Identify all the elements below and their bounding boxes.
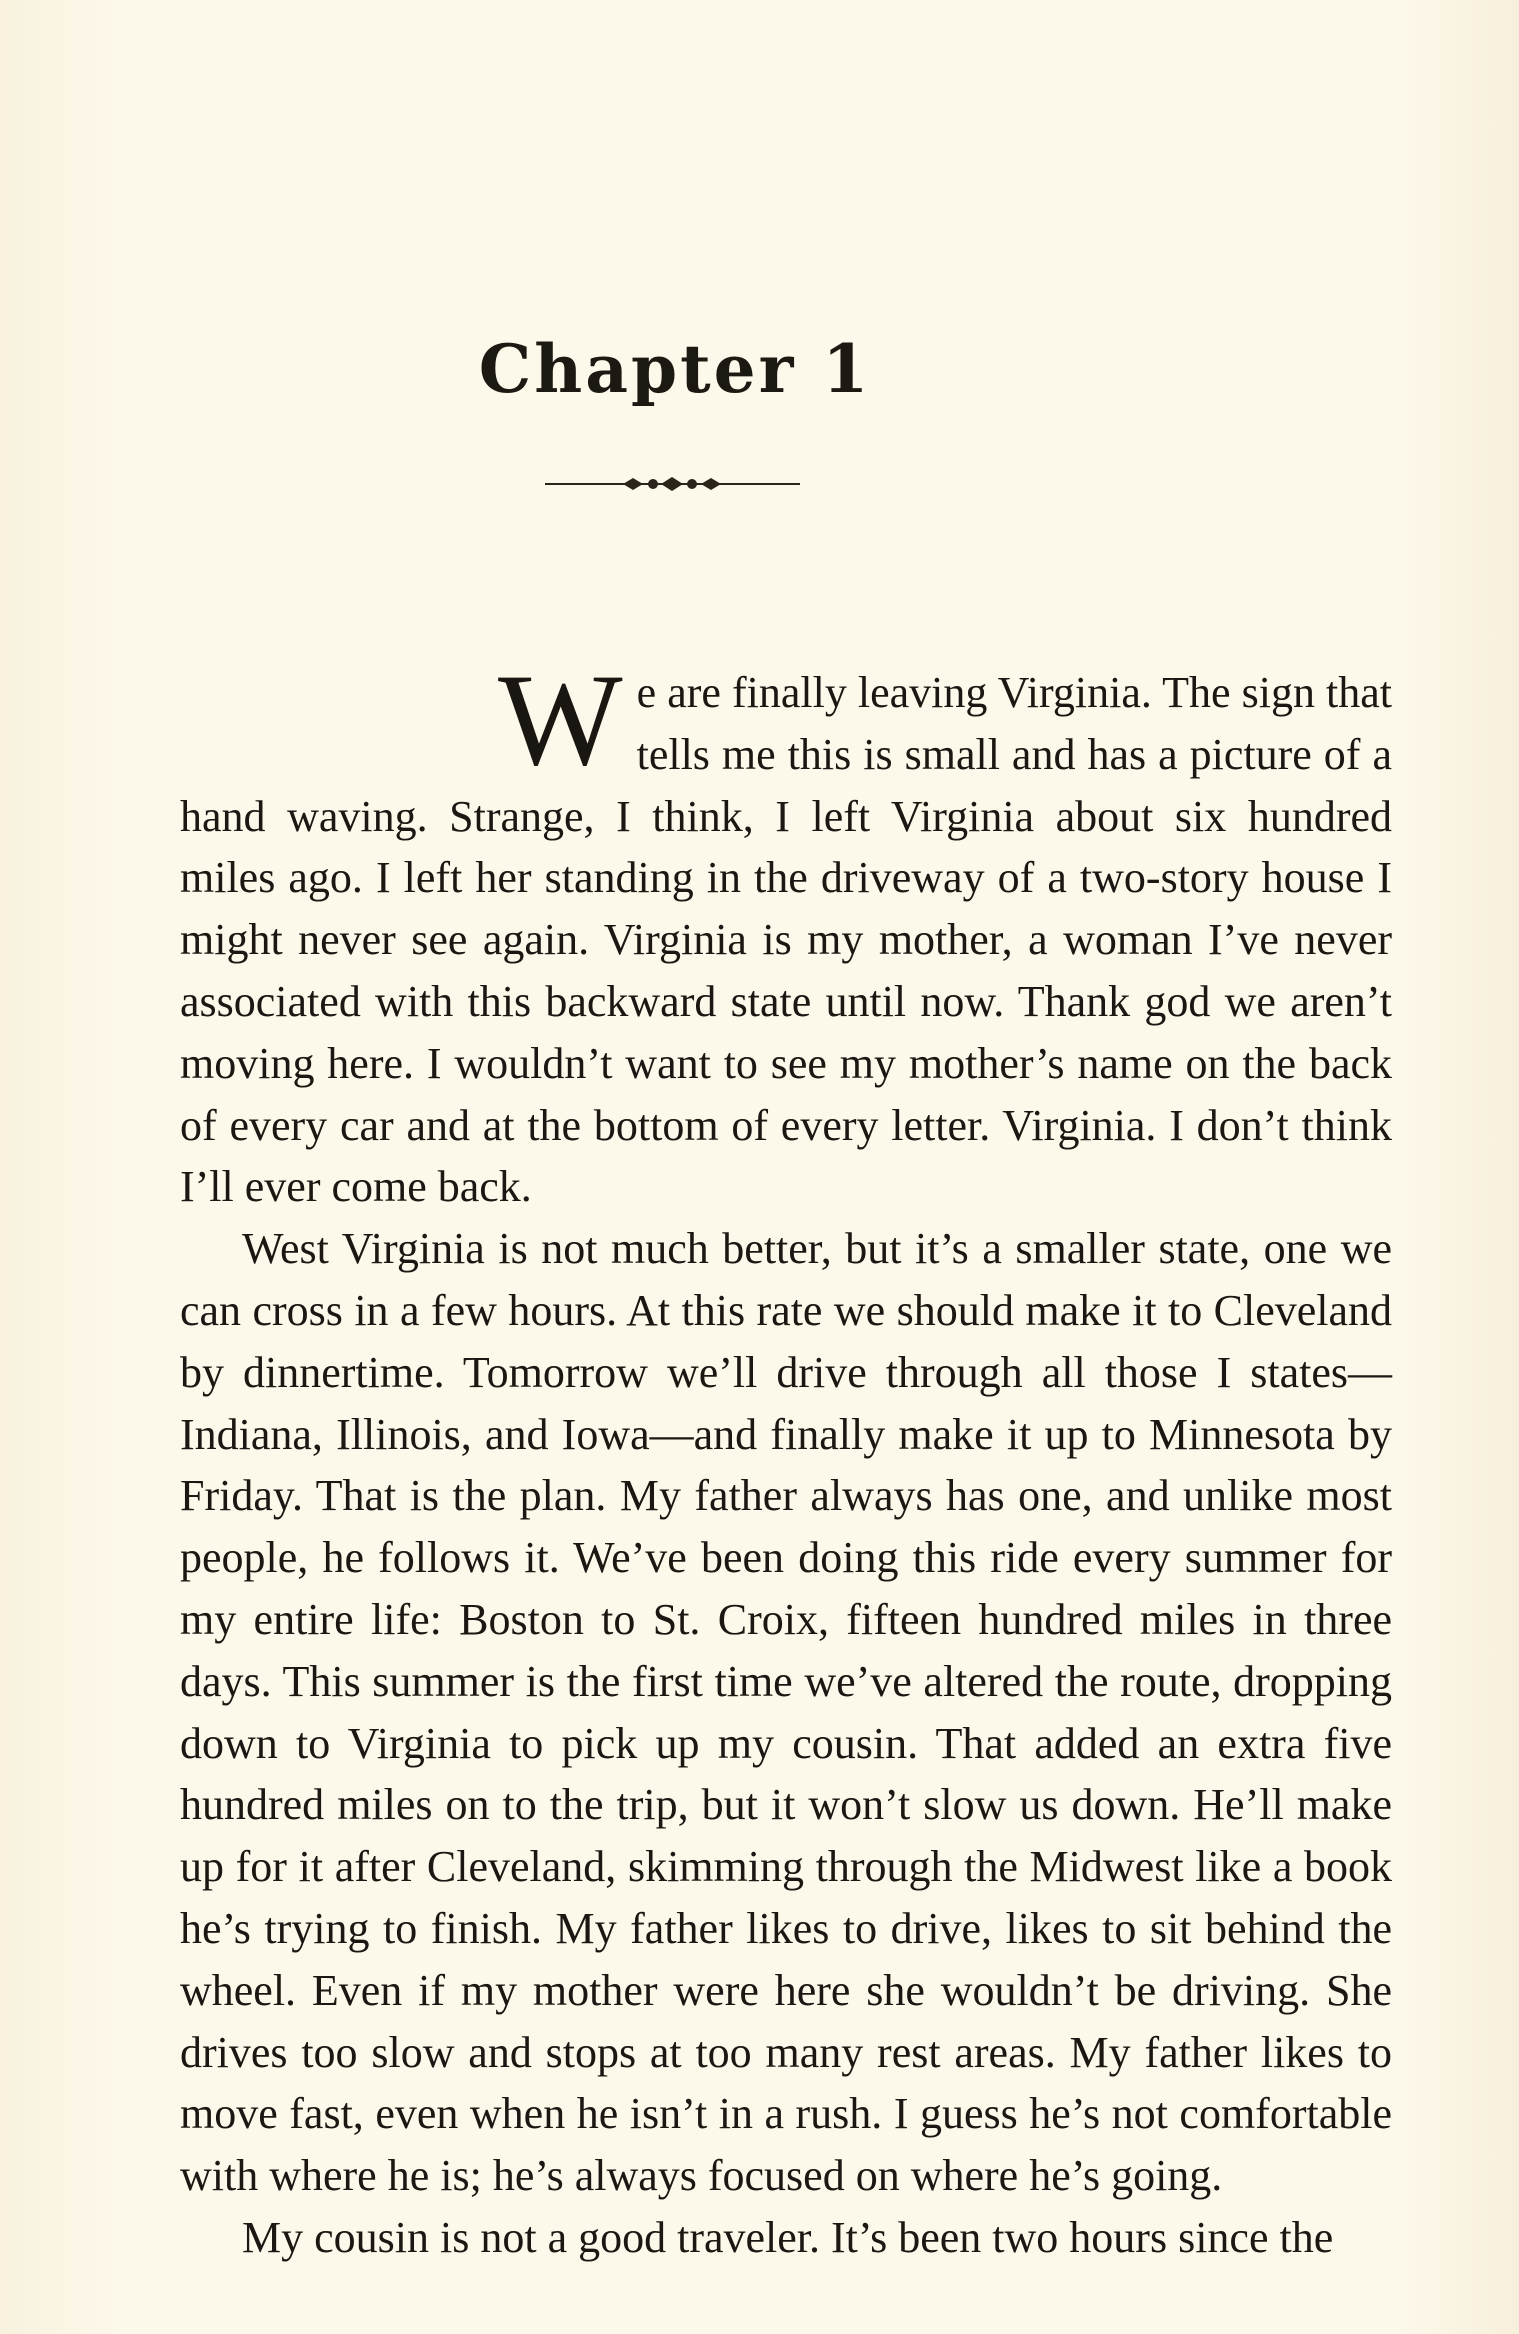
chapter-ornament-divider bbox=[545, 470, 800, 498]
chapter-title: Chapter 1 bbox=[478, 330, 872, 408]
chapter-body-text bbox=[180, 646, 1392, 2269]
paragraph-3: My cousin is not a good traveler. It’s been two hours since the bbox=[242, 2212, 1334, 2262]
paragraph-1 bbox=[180, 646, 1392, 1218]
paragraph-1-text: e are finally leaving Virginia. The sign that tells me this is small and has a picture of a hand waving. Strange, I think, I left Virginia about six hundred miles ago. I left her standing in the driveway of a two-story house I might never see again. Virginia is my mother, a woman I’ve never associated with this backward state until now. Thank god we aren’t moving here. I wouldn’t want to see my mother’s name on the back of every car and at the bottom of every letter. Virginia. I don’t think I’ll ever come back. bbox=[180, 668, 1392, 1212]
paragraph-2: West Virginia is not much better, but it’s a smaller state, one we can cross in a few hours. At this rate we should make it to Cleveland by dinnertime. Tomorrow we’ll drive through all those I states—Indiana, Illinois, and Iowa—and finally make it up to Minnesota by Friday. That is the plan. My father always has one, and unlike most people, he follows it. We’ve been doing this ride every summer for my entire life: Boston to St. Croix, fifteen hundred miles in three days. This summer is the first time we’ve altered the route, dropping down to Virginia to pick up my cousin. That added an extra five hundred miles on to the trip, but it won’t slow us down. He’ll make up for it after Cleveland, skimming through the Midwest like a book he’s trying to finish. My father likes to drive, likes to sit behind the wheel. Even if my mother were here she wouldn’t be driving. She drives too slow and stops at too many rest areas. My father likes to move fast, even when he isn’t in a rush. I guess he’s not comfortable with where he is; he’s always focused on where he’s going. bbox=[180, 1224, 1392, 2201]
drop-cap-letter: W bbox=[498, 646, 623, 793]
